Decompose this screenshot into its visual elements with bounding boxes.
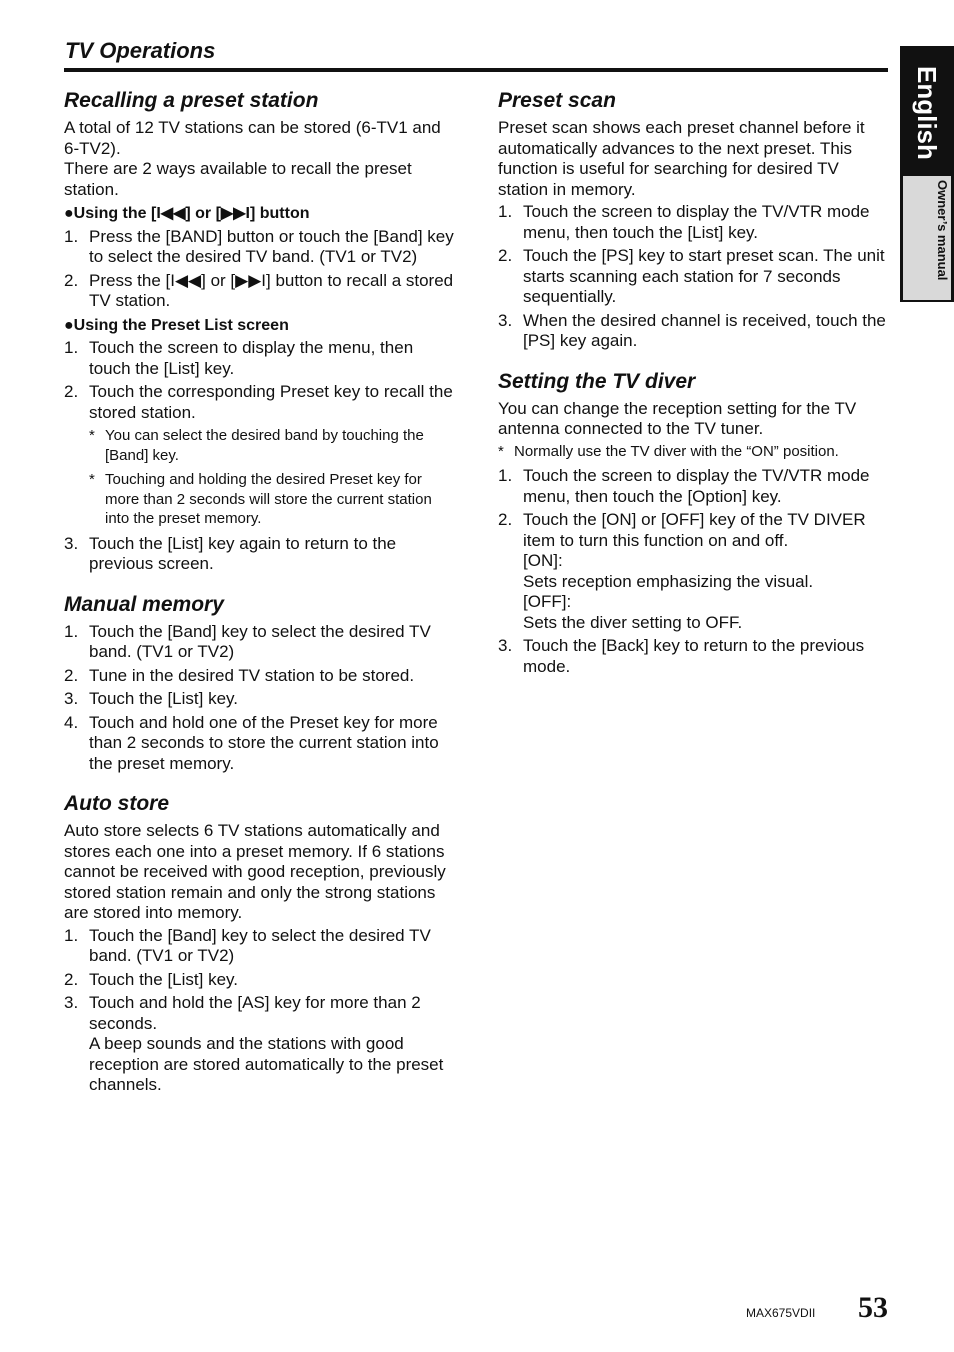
step-text: Touch the [List] key. [89, 689, 238, 708]
list-item: 2. Touch the [PS] key to start preset scan. The unit starts scanning each station for 7 seconds sequentially. [498, 246, 888, 308]
section-title: TV Operations [65, 38, 216, 63]
note-text: Normally use the TV diver with the “ON” position. [514, 442, 839, 460]
preset-scan-heading: Preset scan [498, 89, 616, 112]
step-extra: A beep sounds and the stations with good reception are stored automatically to the preset channels. [89, 1034, 444, 1094]
recall-heading: Recalling a preset station [64, 89, 319, 112]
list-item: 1. Press the [BAND] button or touch the [Band] key to select the desired TV band. (TV1 or TV2) [64, 227, 456, 268]
recall-intro-2: There are 2 ways available to recall the preset station. [64, 159, 412, 199]
note-text: Touching and holding the desired Preset key for more than 2 seconds will store the current station into the preset memory. [105, 471, 432, 527]
list-item: 2. Press the [I◀◀] or [▶▶I] button to recall a stored TV station. [64, 271, 456, 312]
on-label: [ON]: [523, 551, 563, 570]
auto-store-steps [64, 926, 456, 1096]
left-column [64, 88, 456, 1099]
step-text: Touch and hold one of the Preset key for more than 2 seconds to store the current station into the preset memory. [89, 712, 439, 773]
note: * Touching and holding the desired Preset key for more than 2 seconds will store the current station into the preset memory. [89, 470, 456, 529]
step-text: Tune in the desired TV station to be stored. [89, 665, 415, 685]
list-item: 3. Touch the [List] key again to return to the previous screen. [64, 534, 456, 575]
tv-diver-heading: Setting the TV diver [498, 369, 696, 393]
on-desc: Sets reception emphasizing the visual. [523, 571, 814, 591]
step-text: Touch the corresponding Preset key to recall the stored station. [89, 382, 453, 422]
list-item: 2. Touch the [ON] or [OFF] key of the TV DIVER item to turn this function on and off. [ON]: Sets reception emphasizing the visual. [OFF]: Sets the diver setting to OFF. [498, 510, 888, 633]
note: * You can select the desired band by touching the [Band] key. [89, 426, 456, 465]
list-item: 1. Touch the [Band] key to select the desired TV band. (TV1 or TV2) [64, 622, 456, 663]
recall-button-steps [64, 227, 456, 312]
list-item: 3. Touch the [List] key. [64, 689, 456, 710]
list-item: 3. Touch the [Back] key to return to the previous mode. [498, 636, 888, 677]
tv-diver-steps [498, 466, 888, 677]
recall-list-steps [64, 338, 456, 423]
note-text: You can select the desired band by touching the [Band] key. [105, 427, 424, 464]
step-text [523, 510, 888, 633]
auto-store-heading: Auto store [64, 792, 169, 815]
list-item: 2. Touch the [List] key. [64, 970, 456, 991]
manual-memory-steps [64, 622, 456, 775]
page-number: 53 [858, 1291, 888, 1324]
step-text: Touch the [List] key again to return to the previous screen. [89, 533, 397, 573]
side-tab-manual: Owner’s manual [903, 176, 951, 300]
tv-diver-intro: You can change the reception setting for the TV antenna connected to the TV tuner. [498, 398, 857, 438]
list-item: 3. When the desired channel is received, touch the [PS] key again. [498, 311, 888, 352]
recall-sub-list: ●Using the Preset List screen [64, 316, 289, 334]
step-text: Press the [BAND] button or touch the [Band] key to select the desired TV band. (TV1 or TV2) [89, 226, 454, 266]
list-item: 1. Touch the screen to display the TV/VTR mode menu, then touch the [List] key. [498, 202, 888, 243]
manual-memory-heading: Manual memory [64, 592, 224, 616]
off-label: [OFF]: [523, 592, 572, 611]
list-item: 2. Touch the corresponding Preset key to recall the stored station. [64, 382, 456, 423]
step-text: When the desired channel is received, touch the [PS] key again. [523, 310, 886, 350]
step-text: Touch the [Back] key to return to the previous mode. [523, 636, 865, 676]
step-main: Touch the [ON] or [OFF] key of the TV DIVER item to turn this function on and off. [523, 510, 866, 550]
right-column [498, 88, 888, 680]
preset-scan-steps [498, 202, 888, 352]
list-item: 1. Touch the [Band] key to select the desired TV band. (TV1 or TV2) [64, 926, 456, 967]
recall-notes [89, 426, 456, 529]
recall-intro: A total of 12 TV stations can be stored (6-TV1 and 6-TV2). [64, 118, 441, 158]
step-text: Touch the [Band] key to select the desired TV band. (TV1 or TV2) [89, 925, 431, 965]
step-text: Touch the [PS] key to start preset scan. The unit starts scanning each station for 7 seconds sequentially. [523, 246, 885, 306]
step-text: Press the [I◀◀] or [▶▶I] button to recall a stored TV station. [89, 270, 454, 310]
step-text [89, 993, 456, 1096]
header-rule [64, 68, 888, 72]
list-item: 3. Touch and hold the [AS] key for more than 2 seconds. A beep sounds and the stations with good reception are stored automatically to the preset channels. [64, 993, 456, 1096]
list-item: 4. Touch and hold one of the Preset key for more than 2 seconds to store the current station into the preset memory. [64, 713, 456, 775]
step-text: Touch the [List] key. [89, 969, 238, 989]
step-text: Touch the screen to display the menu, then touch the [List] key. [89, 338, 414, 378]
recall-sub-buttons: ●Using the [I◀◀] or [▶▶I] button [64, 205, 310, 222]
step-text: Touch the [Band] key to select the desired TV band. (TV1 or TV2) [89, 621, 431, 661]
recall-list-steps-cont [64, 534, 456, 575]
side-tab-language: English [912, 66, 942, 160]
step-main: Touch and hold the [AS] key for more than 2 seconds. [89, 993, 421, 1033]
step-text: Touch the screen to display the TV/VTR mode menu, then touch the [List] key. [523, 202, 870, 242]
auto-store-intro: Auto store selects 6 TV stations automatically and stores each one into a preset memory. If 6 stations cannot be received with good reception, previously stored station remain and only the strong stations are stored into memory. [64, 821, 446, 922]
list-item: 1. Touch the screen to display the TV/VTR mode menu, then touch the [Option] key. [498, 466, 888, 507]
list-item: 2. Tune in the desired TV station to be stored. [64, 666, 456, 687]
off-desc: Sets the diver setting to OFF. [523, 612, 743, 632]
model-number: MAX675VDII [746, 1306, 816, 1320]
note: * Normally use the TV diver with the “ON” position. [498, 442, 839, 460]
list-item: 1. Touch the screen to display the menu, then touch the [List] key. [64, 338, 456, 379]
preset-scan-intro: Preset scan shows each preset channel before it automatically advances to the next preset. This function is useful for searching for desired TV station in memory. [498, 118, 865, 199]
step-text: Touch the screen to display the TV/VTR mode menu, then touch the [Option] key. [523, 466, 870, 506]
